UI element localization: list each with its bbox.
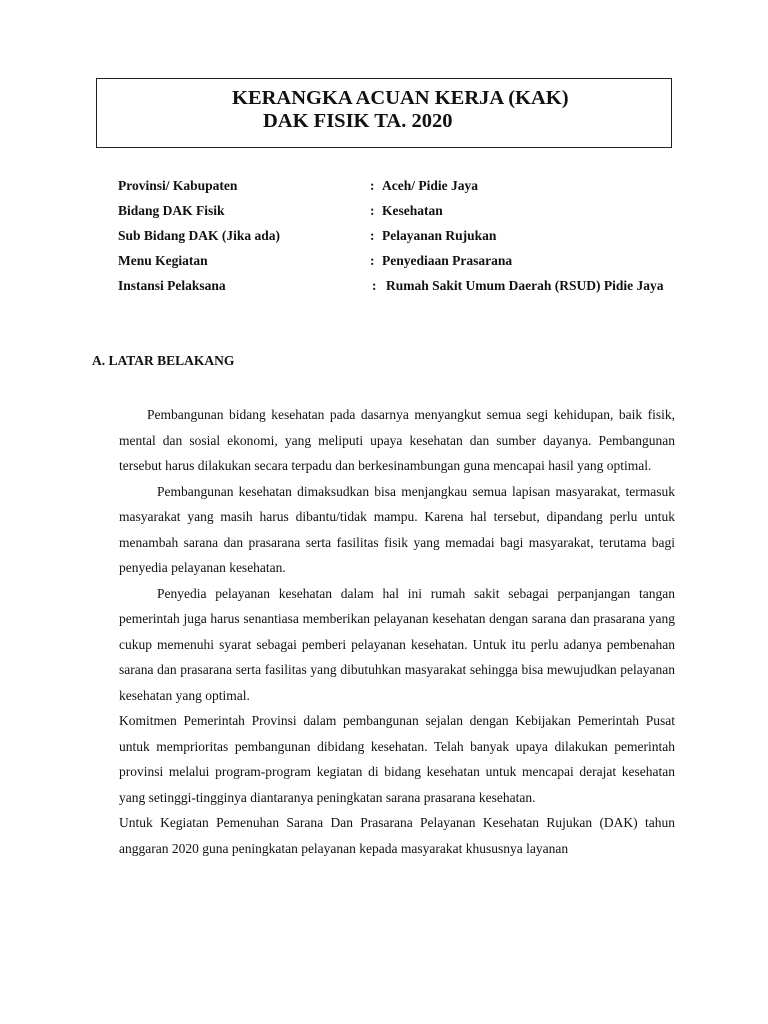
info-value: Pelayanan Rujukan [382,228,497,243]
info-row-sub-bidang [118,227,678,252]
paragraph: Pembangunan kesehatan dimaksudkan bisa menjangkau semua lapisan masyarakat, termasuk masyarakat yang masih harus dibantu/tidak mampu. Karena hal tersebut, dipandang perlu untuk menambah sarana dan prasarana serta fasilitas fisik yang memadai bagi masyarakat, terutama bagi penyedia pelayanan kesehatan. [119,483,675,575]
info-value: Penyediaan Prasarana [382,253,513,268]
info-row-provinsi [118,177,678,202]
info-value: Rumah Sakit Umum Daerah (RSUD) Pidie Jaya [386,278,664,293]
info-label: Instansi Pelaksana [118,278,226,293]
info-label: Menu Kegiatan [118,253,208,268]
section-heading: A. LATAR BELAKANG [92,353,235,368]
title-box [96,78,672,148]
info-colon: : [370,178,375,193]
document-subtitle: DAK FISIK TA. 2020 [263,110,453,132]
info-colon: : [370,228,375,243]
info-row-instansi [118,277,678,327]
info-table [118,177,678,327]
info-colon: : [370,253,375,268]
info-row-bidang [118,202,678,227]
info-value: Kesehatan [382,203,443,218]
info-label: Bidang DAK Fisik [118,203,225,218]
info-colon: : [372,278,377,293]
body-text [119,402,675,861]
info-label: Sub Bidang DAK (Jika ada) [118,228,281,243]
paragraph: Pembangunan bidang kesehatan pada dasarnya menyangkut semua segi kehidupan, baik fisik, mental dan sosial ekonomi, yang meliputi upaya kesehatan dan sumber dayanya. Pembangunan tersebut harus dilakukan secara terpadu dan berkesinambungan guna mencapai hasil yang optimal. [119,407,675,473]
info-colon: : [370,203,375,218]
paragraph: Untuk Kegiatan Pemenuhan Sarana Dan Prasarana Pelayanan Kesehatan Rujukan (DAK) tahun anggaran 2020 guna peningkatan pelayanan kepada masyarakat khususnya layanan [119,815,675,856]
info-label: Provinsi/ Kabupaten [118,178,238,193]
paragraph: Penyedia pelayanan kesehatan dalam hal ini rumah sakit sebagai perpanjangan tangan pemerintah juga harus senantiasa memberikan pelayanan kesehatan dengan sarana dan prasarana yang cukup memenuhi syarat sebagai pemberi pelayanan kesehatan. Untuk itu perlu adanya pembenahan sarana dan prasarana serta fasilitas yang dibutuhkan masyarakat sehingga bisa mewujudkan pelayanan kesehatan yang optimal. [119,585,675,703]
info-value: Aceh/ Pidie Jaya [382,178,478,193]
paragraph: Komitmen Pemerintah Provinsi dalam pembangunan sejalan dengan Kebijakan Pemerintah Pusat untuk memprioritas pembangunan dibidang kesehatan. Telah banyak upaya dilakukan pemerintah provinsi melalui program-program kegiatan di bidang kesehatan untuk mencapai derajat kesehatan yang setinggi-tingginya diantaranya peningkatan sarana prasarana kesehatan. [119,713,675,805]
document-title: KERANGKA ACUAN KERJA (KAK) [232,87,569,109]
